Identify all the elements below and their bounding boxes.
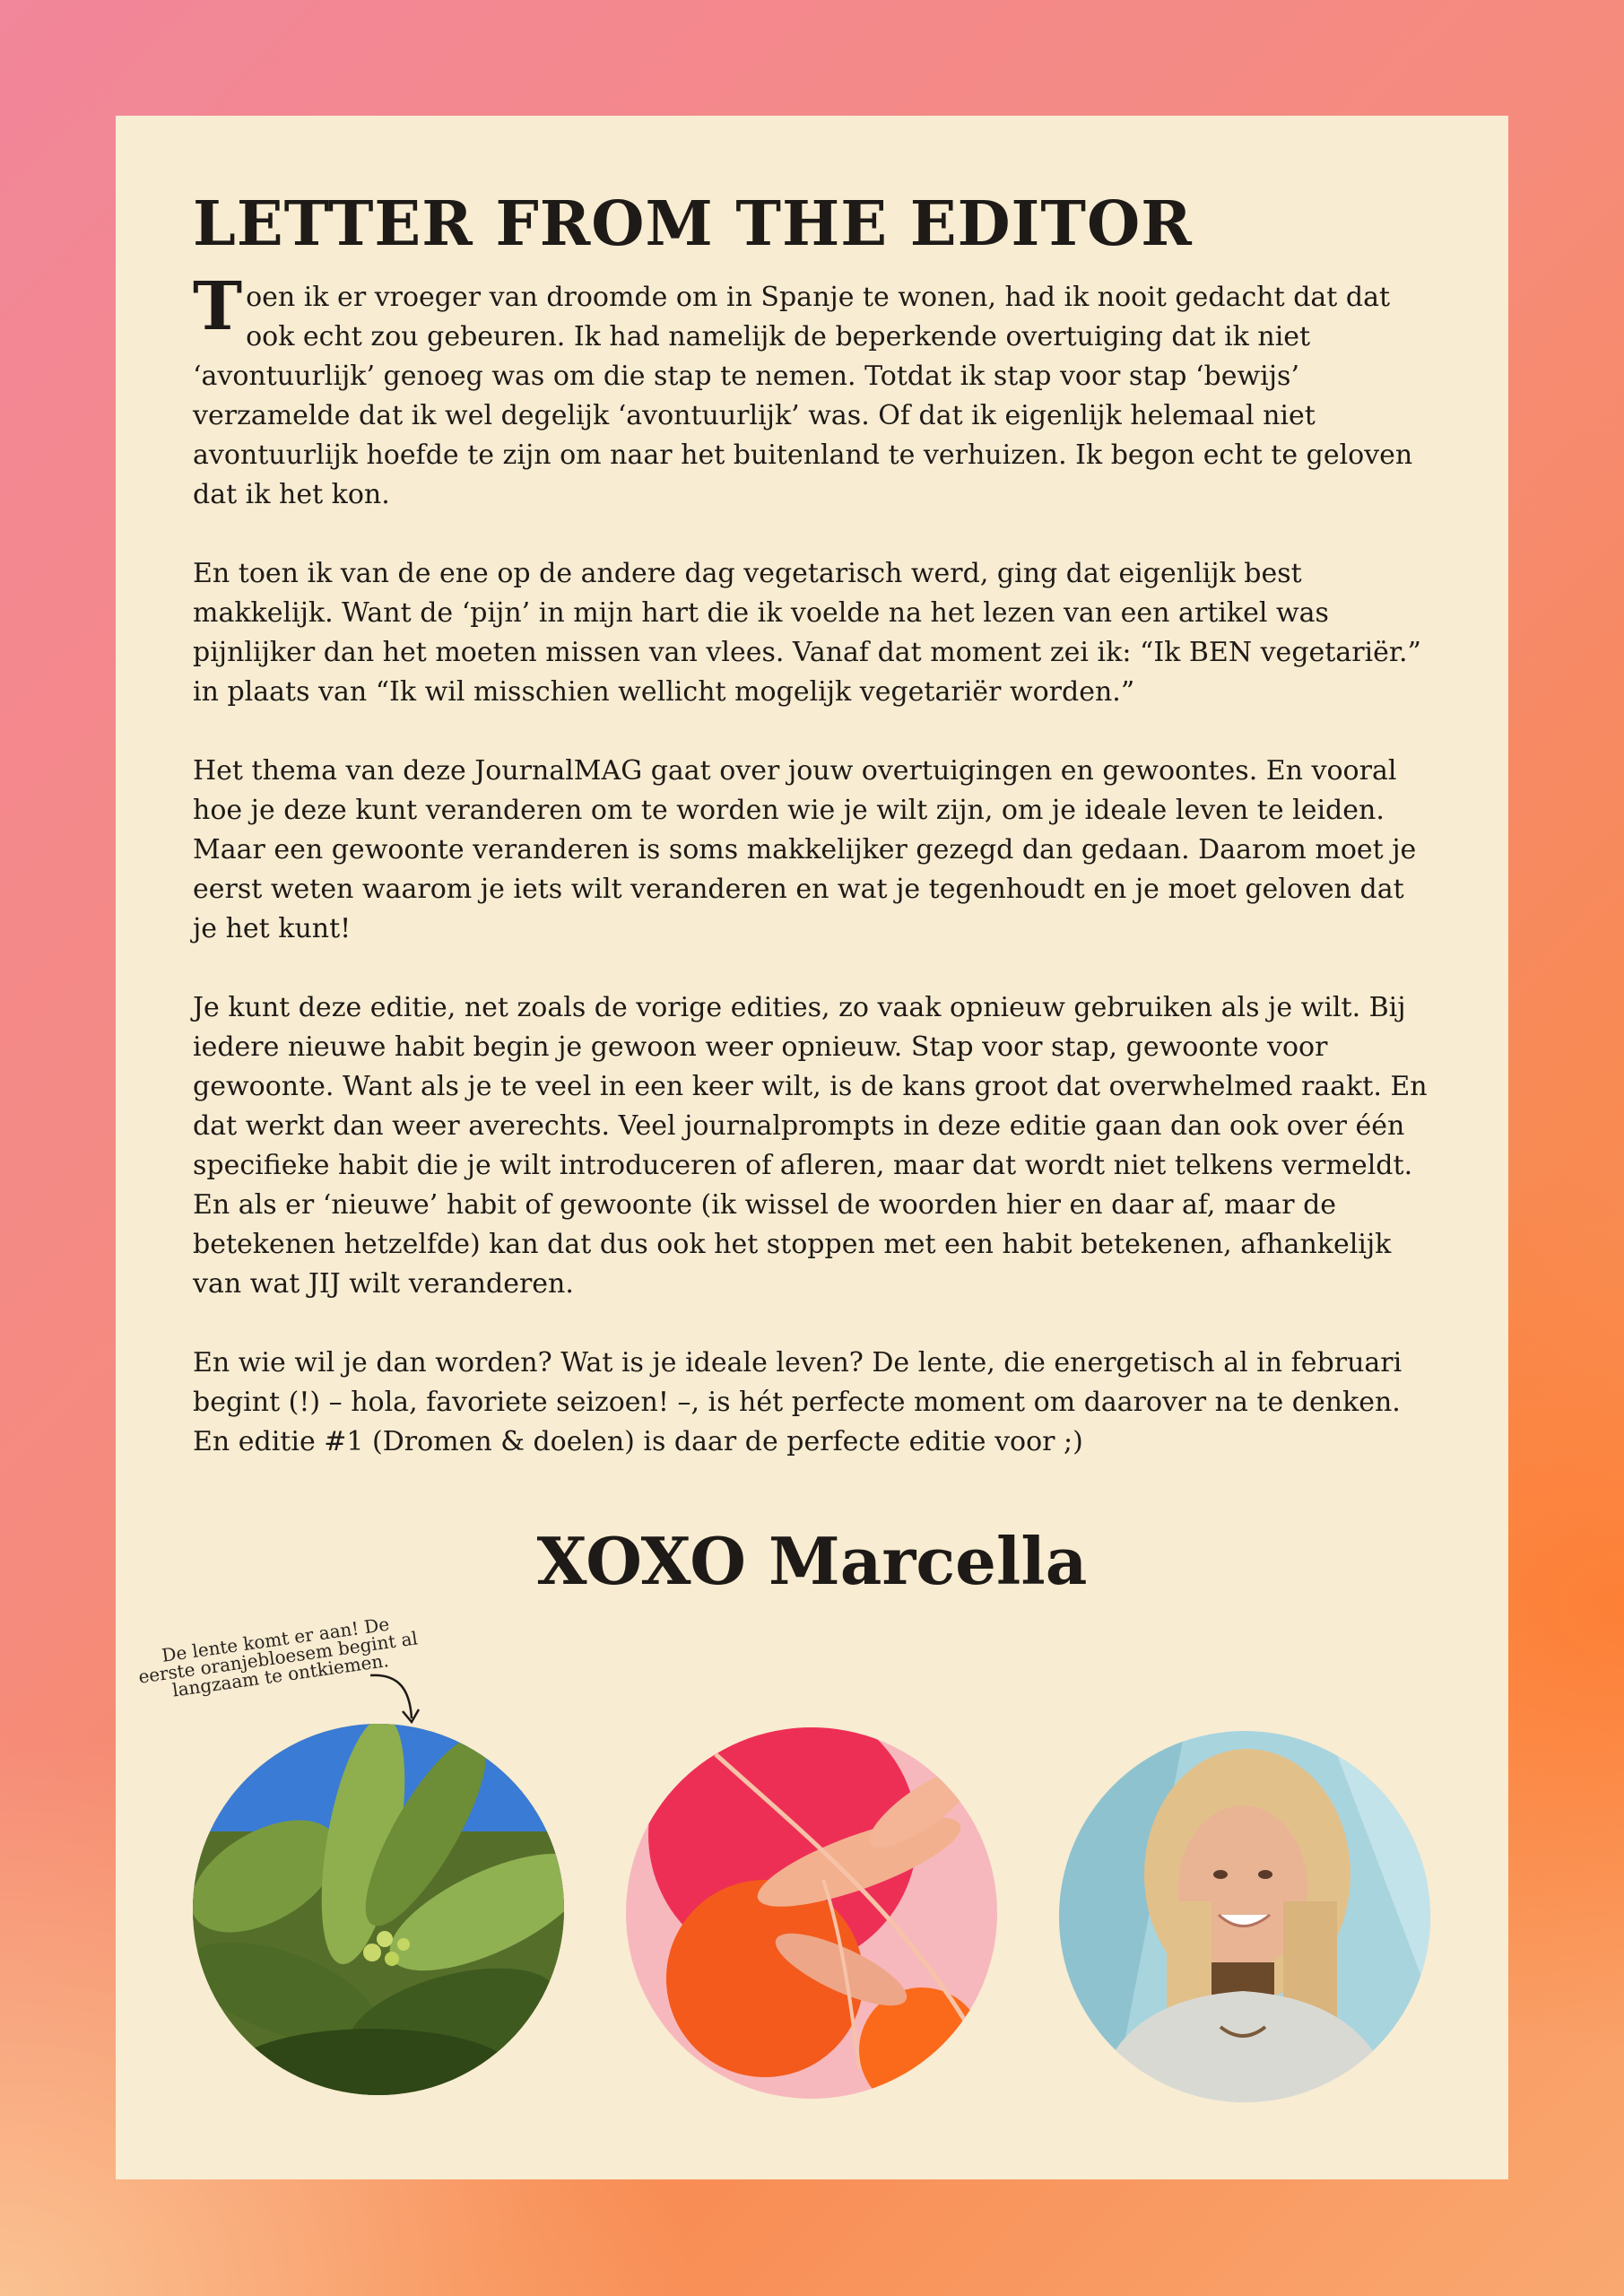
orange-illustration (626, 1727, 997, 2099)
letter-body (193, 268, 1430, 1501)
page-title: LETTER FROM THE EDITOR (193, 188, 1193, 260)
paragraph-4: Je kunt deze editie, net zoals de vorige edities, zo vaak opnieuw gebruiken als je wilt. Bij iedere nieuwe habit begin je gewoon weer opnieuw. Stap voor stap, gewoonte voor gewoonte. Want als je te veel in een keer wilt, is de kans groot dat overwhelmed raakt. En dat werkt dan weer averechts. Veel journalprompts in deze editie gaan dan ook over één specifieke habit die je wilt introduceren of afleren, maar dat wordt niet telkens vermeldt. En als er ‘nieuwe’ habit of gewoonte (ik wissel de woorden hier en daar af, maar de betekenen hetzelfde) kan dat dus ook het stoppen met een habit betekenen, afhankelijk van wat JIJ wilt veranderen. (193, 992, 1428, 1300)
curved-arrow-icon (363, 1668, 426, 1731)
paragraph-1 (193, 268, 1430, 515)
signature: XOXO Marcella (536, 1523, 1088, 1599)
paragraph-3: Het thema van deze JournalMAG gaat over jouw overtuigingen en gewoontes. En vooral hoe je deze kunt veranderen om te worden wie je wilt zijn, om je ideale leven te leiden. Maar een gewoonte veranderen is soms makkelijker gezegd dan gedaan. Daarom moet je eerst weten waarom je iets wilt veranderen en wat je tegenhoudt en je moet geloven dat je het kunt! (193, 755, 1417, 944)
leaves-photo (193, 1724, 564, 2095)
photo-caption: De lente komt er aan! De eerste oranjebloesem begint al langzaam te ontkiemen. (136, 1613, 420, 1701)
paragraph-5: En wie wil je dan worden? Wat is je ideale leven? De lente, die energetisch al in februari begint (!) – hola, favoriete seizoen! –, is hét perfecte moment om daarover na te denken. En editie #1 (Dromen & doelen) is daar de perfecte editie voor ;) (193, 1347, 1403, 1457)
paragraph-2: En toen ik van de ene op de andere dag vegetarisch werd, ging dat eigenlijk best makkelijk. Want de ‘pijn’ in mijn hart die ik voelde na het lezen van een artikel was pijnlijker dan het moeten missen van vlees. Vanaf dat moment zei ik: “Ik BEN vegetariër.” in plaats van “Ik wil misschien wellicht mogelijk vegetariër worden.” (193, 558, 1421, 708)
drop-cap: T (193, 268, 243, 345)
portrait-photo (1059, 1731, 1430, 2102)
paragraph-1-text: oen ik er vroeger van droomde om in Spanje te wonen, had ik nooit gedacht dat dat ook echt zou gebeuren. Ik had namelijk de beperkende overtuiging dat ik niet ‘avontuurlijk’ genoeg was om die stap te nemen. Totdat ik stap voor stap ‘bewijs’ verzamelde dat ik wel degelijk ‘avontuurlijk’ was. Of dat ik eigenlijk helemaal niet avontuurlijk hoefde te zijn om naar het buitenland te verhuizen. Ik begon echt te geloven dat ik het kon. (193, 282, 1413, 510)
